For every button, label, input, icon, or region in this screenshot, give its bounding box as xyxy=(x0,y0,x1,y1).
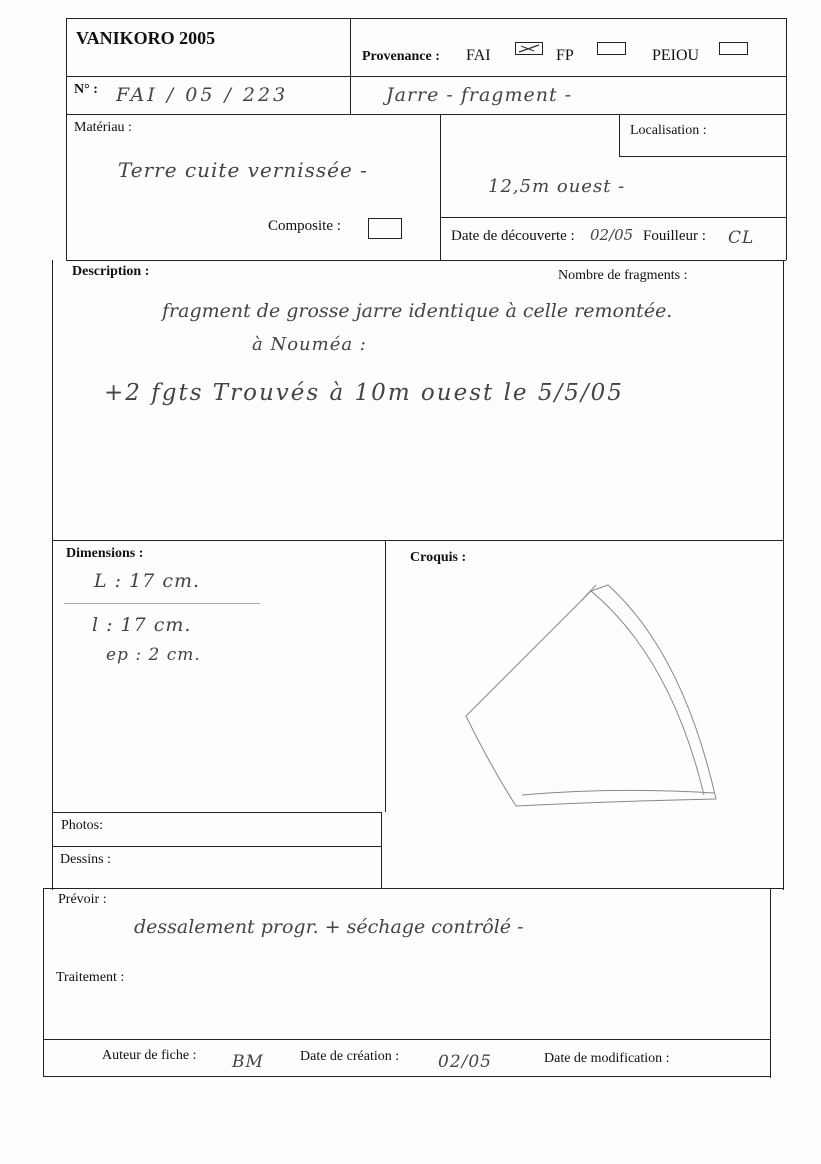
composite-checkbox[interactable] xyxy=(368,218,402,239)
description-line-1: fragment de grosse jarre identique à celle remontée. xyxy=(162,300,673,322)
created-label: Date de création : xyxy=(300,1049,400,1064)
localisation-label-divider xyxy=(619,114,620,156)
treatment-label: Traitement : xyxy=(56,970,125,985)
sketch-label: Croquis : xyxy=(410,550,467,565)
material-divider xyxy=(440,114,441,260)
created-value: 02/05 xyxy=(438,1052,492,1072)
option-fai-label: FAI xyxy=(466,47,491,64)
material-label: Matériau : xyxy=(74,120,132,135)
number-label: N° : xyxy=(74,82,98,97)
drawings-label: Dessins : xyxy=(60,852,111,867)
option-peiou-checkbox[interactable] xyxy=(719,42,748,55)
planning-value: dessalement progr. + séchage contrôlé - xyxy=(134,916,524,938)
number-value: FAI / 05 / 223 xyxy=(116,84,289,106)
border-left-middle xyxy=(52,260,53,890)
object-value: Jarre - fragment - xyxy=(386,84,573,106)
photos-top-line xyxy=(52,812,382,813)
footer-top-line xyxy=(43,1039,770,1040)
localisation-label: Localisation : xyxy=(630,123,707,138)
option-peiou-label: PEIOU xyxy=(652,47,700,64)
section-bottom-line xyxy=(43,888,783,889)
dimensions-label: Dimensions : xyxy=(66,546,144,561)
description-label: Description : xyxy=(72,264,150,279)
dimension-rule xyxy=(64,603,260,604)
sketch-outline xyxy=(466,585,716,806)
author-label: Auteur de fiche : xyxy=(102,1048,197,1063)
discovery-top-line xyxy=(440,217,786,218)
option-fp-checkbox[interactable] xyxy=(597,42,626,55)
sketch-inner-edge xyxy=(522,585,714,795)
option-fai-checkbox[interactable] xyxy=(515,42,543,55)
drawings-top-line xyxy=(52,846,382,847)
number-divider xyxy=(350,76,351,114)
modified-label: Date de modification : xyxy=(544,1051,670,1066)
border-right-lower xyxy=(770,888,771,1078)
localisation-value: 12,5m ouest - xyxy=(488,176,626,197)
digger-value: CL xyxy=(728,228,755,248)
discovery-date-label: Date de découverte : xyxy=(451,228,575,244)
dimension-thickness: ep : 2 cm. xyxy=(106,645,201,665)
photos-label: Photos: xyxy=(61,818,104,833)
discovery-date-value: 02/05 xyxy=(590,226,634,244)
border-top xyxy=(66,18,786,19)
material-bottom-line xyxy=(66,260,786,261)
border-left-upper xyxy=(66,18,67,261)
material-value: Terre cuite vernissée - xyxy=(118,158,368,182)
digger-label: Fouilleur : xyxy=(643,228,706,244)
header-divider xyxy=(350,18,351,76)
footer-bottom-line xyxy=(43,1076,770,1077)
description-line-3: +2 fgts Trouvés à 10m ouest le 5/5/05 xyxy=(104,380,624,406)
checkmark-icon xyxy=(516,43,542,54)
photos-divider xyxy=(381,812,382,888)
sheet-title: VANIKORO 2005 xyxy=(76,28,216,48)
composite-label: Composite : xyxy=(268,218,341,234)
fragments-label: Nombre de fragments : xyxy=(558,268,688,283)
description-line-2: à Nouméa : xyxy=(252,334,367,355)
header-bottom-line xyxy=(66,76,786,77)
dimension-width: l : 17 cm. xyxy=(92,614,192,636)
provenance-label: Provenance : xyxy=(362,49,440,64)
planning-label: Prévoir : xyxy=(58,892,107,907)
localisation-label-line xyxy=(619,156,786,157)
fragment-sketch xyxy=(386,541,782,887)
author-value: BM xyxy=(232,1052,264,1072)
border-right-upper xyxy=(786,18,787,260)
number-bottom-line xyxy=(66,114,786,115)
border-left-lower xyxy=(43,888,44,1076)
border-right-middle xyxy=(783,260,784,890)
option-fp-label: FP xyxy=(556,47,574,64)
dimension-length: L : 17 cm. xyxy=(94,570,201,592)
